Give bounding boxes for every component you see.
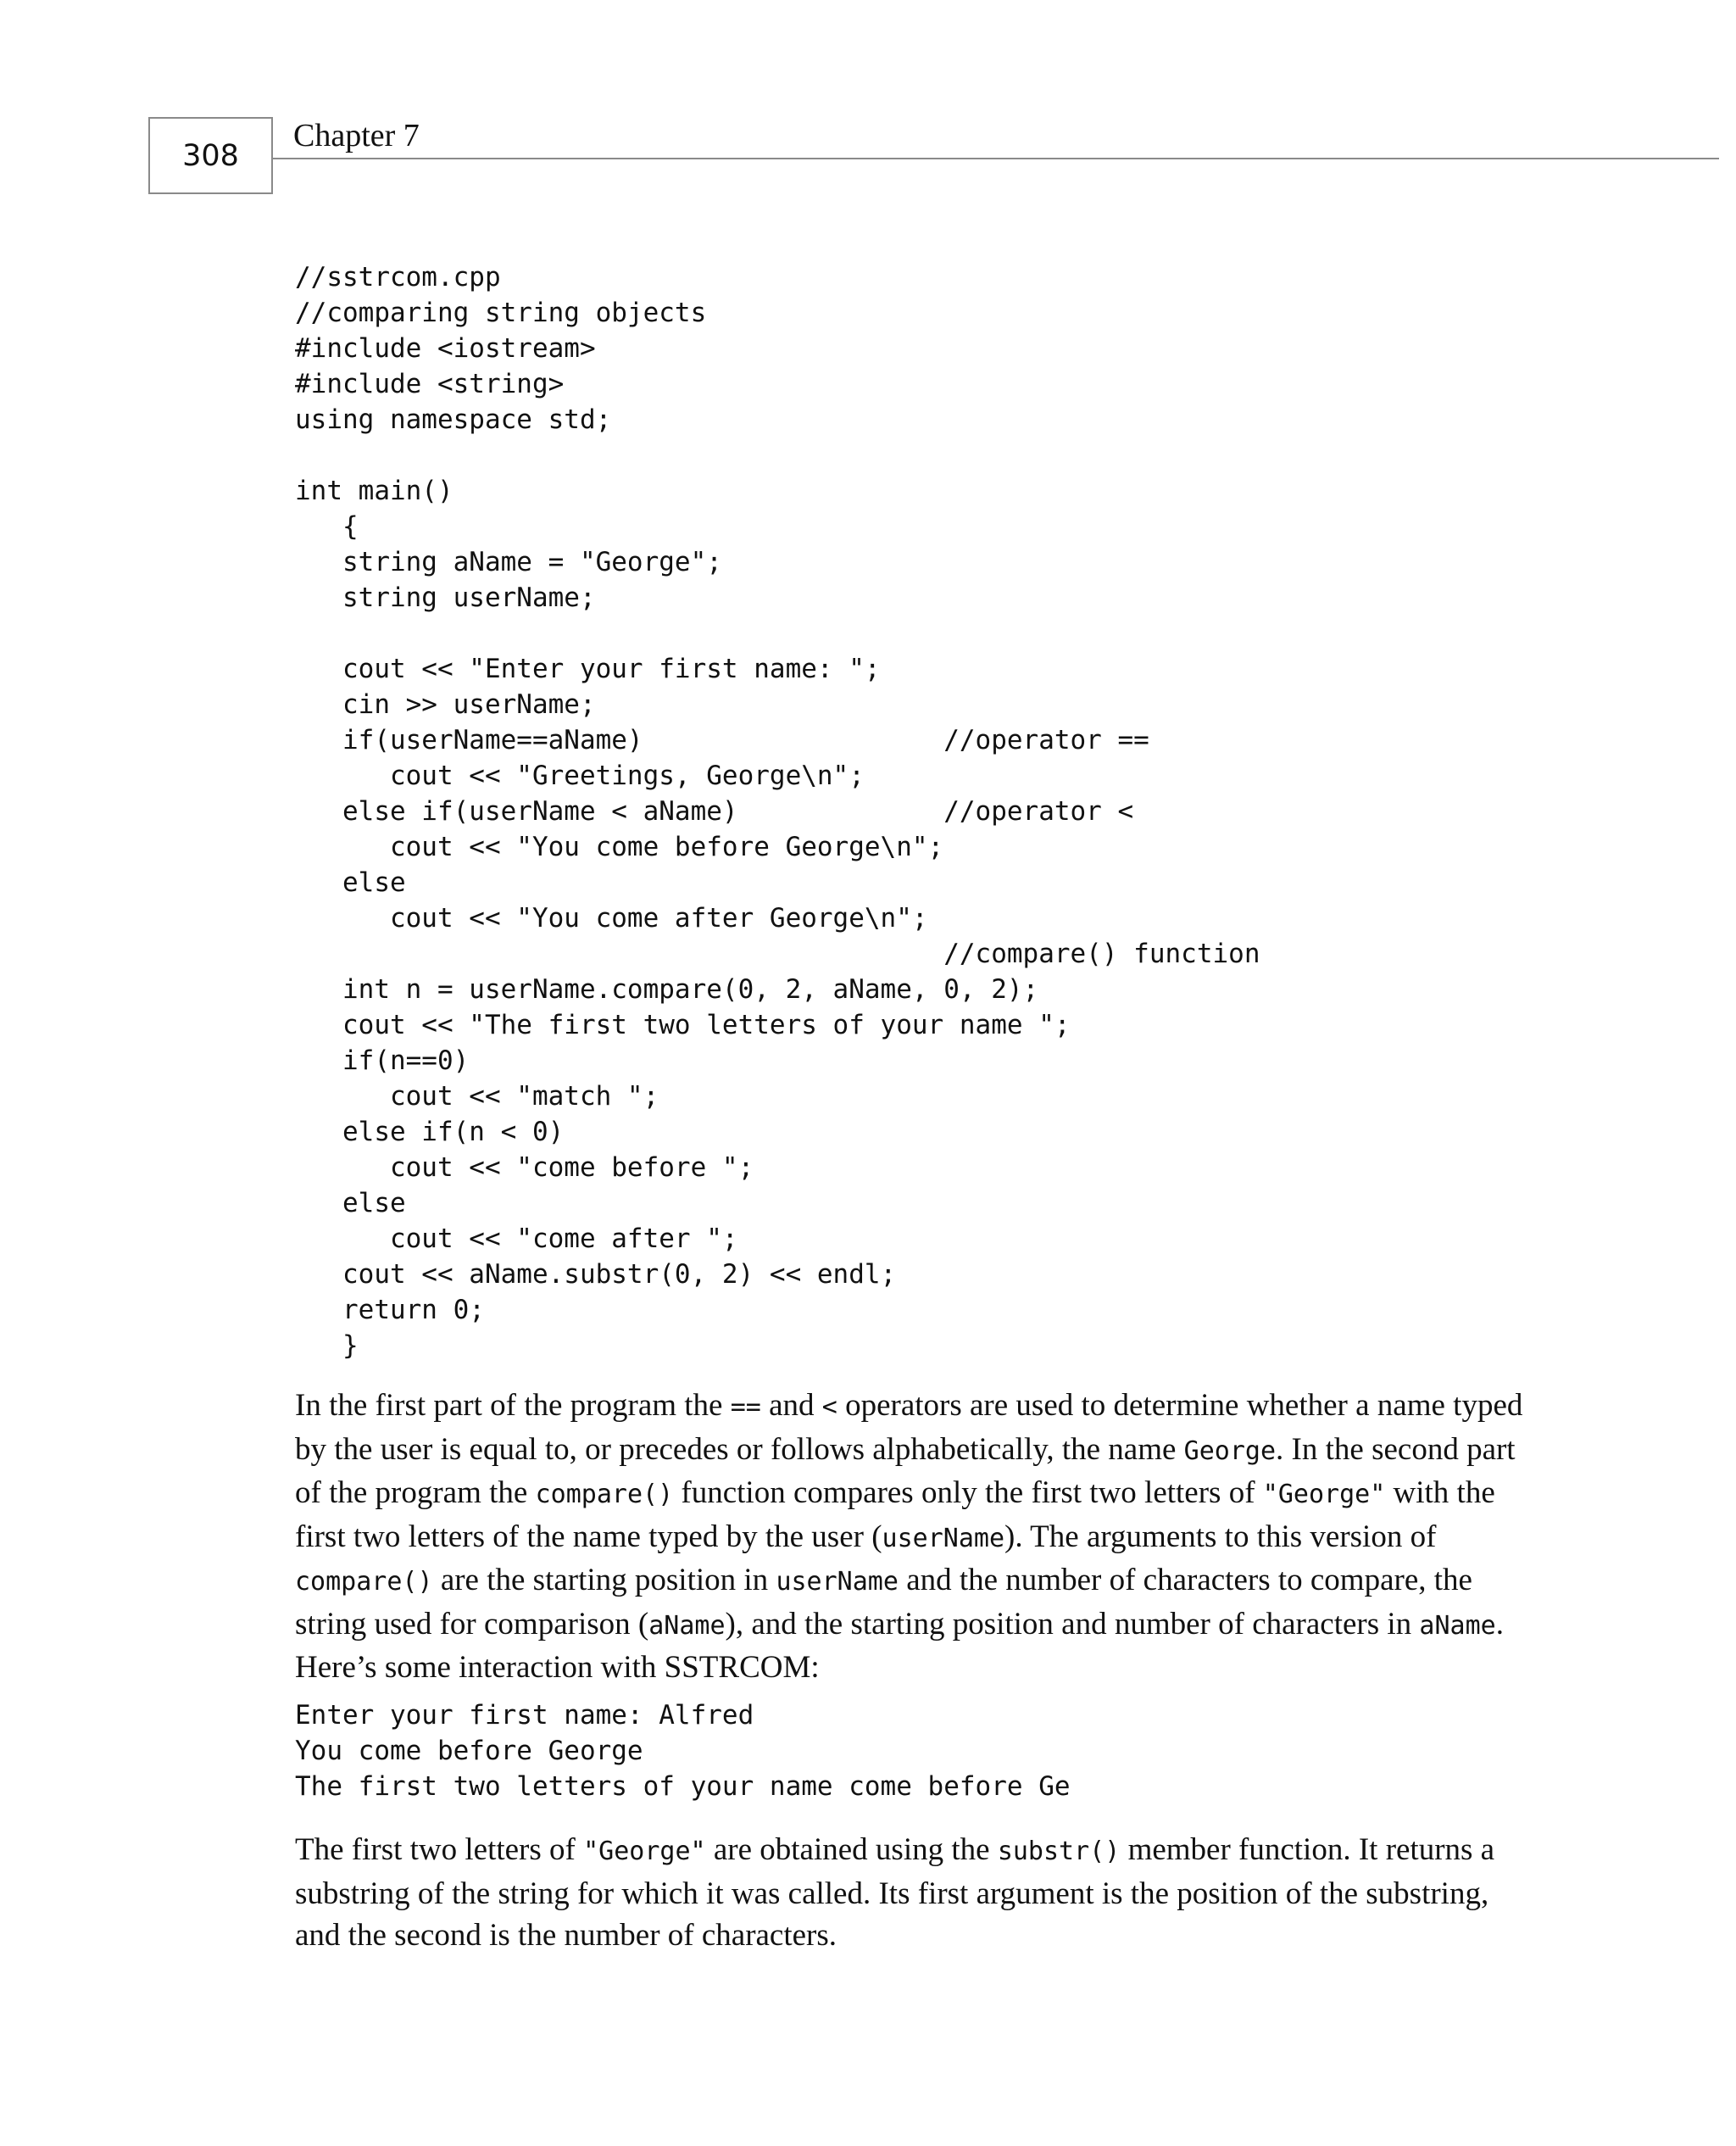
- inline-code: George: [1183, 1435, 1277, 1466]
- code-line: //sstrcom.cpp: [295, 262, 501, 293]
- inline-code: ==: [730, 1392, 761, 1422]
- chapter-title: Chapter 7: [293, 118, 420, 153]
- code-line: int n = userName.compare(0, 2, aName, 0, 2);: [295, 974, 1039, 1005]
- code-line: cout << "Enter your first name: ";: [295, 654, 881, 684]
- code-line: cout << "come after ";: [295, 1223, 738, 1254]
- prose-text: with the first two letters of the name typed by the user (: [295, 1475, 1495, 1554]
- code-line: {: [295, 511, 359, 542]
- code-line: int main(): [295, 476, 453, 506]
- code-line: cout << "come before ";: [295, 1152, 754, 1183]
- body-paragraph-comparison: [295, 1385, 1541, 1689]
- inline-code: compare(): [295, 1567, 433, 1597]
- inline-code: aName: [1419, 1610, 1496, 1641]
- code-line: string userName;: [295, 582, 596, 613]
- code-listing: [295, 259, 1260, 1363]
- code-line: }: [295, 1330, 359, 1361]
- code-line: cout << "The first two letters of your name ";: [295, 1010, 1071, 1040]
- prose-text: are the starting position in: [432, 1563, 776, 1597]
- code-line: using namespace std;: [295, 404, 612, 435]
- inline-code: userName: [776, 1567, 899, 1597]
- prose-text: operators are used to determine whether a name typed by the user is equal to, or precedes or follows alphabetically, the name: [295, 1388, 1523, 1467]
- prose-text: . In the second part of the program the: [295, 1431, 1516, 1510]
- code-line: #include <iostream>: [295, 333, 596, 364]
- inline-code: compare(): [535, 1480, 674, 1509]
- code-line: else if(n < 0): [295, 1117, 565, 1147]
- output-line: You come before George: [295, 1736, 643, 1766]
- code-line: #include <string>: [295, 369, 565, 399]
- inline-code: "George": [1262, 1480, 1386, 1509]
- code-line: else if(userName < aName) //operator <: [295, 796, 1134, 827]
- inline-code: aName: [648, 1610, 726, 1641]
- prose-text: function compares only the first two letters of: [673, 1475, 1263, 1510]
- header-rule: [273, 158, 1719, 159]
- page-number-box: [148, 117, 273, 194]
- code-line: cout << "match ";: [295, 1081, 659, 1112]
- code-line: if(userName==aName) //operator ==: [295, 725, 1149, 755]
- prose-text: :: [810, 1650, 820, 1685]
- prose-text: The first two letters of: [295, 1832, 584, 1867]
- sample-output: [295, 1697, 1071, 1804]
- prose-text: . Here’s some interaction with: [295, 1606, 1504, 1685]
- code-line: else: [295, 1188, 406, 1218]
- prose-text: ), and the starting position and number of characters in: [725, 1606, 1420, 1642]
- prose-text: and the number of characters to compare, the string used for comparison (: [295, 1563, 1472, 1642]
- prose-text: are obtained using the: [705, 1832, 998, 1867]
- output-line: Enter your first name: Alfred: [295, 1700, 754, 1731]
- code-line: else: [295, 867, 406, 898]
- code-line: cin >> userName;: [295, 689, 596, 720]
- code-line: string aName = "George";: [295, 547, 722, 577]
- inline-code: userName: [882, 1523, 1005, 1553]
- output-line: The first two letters of your name come before Ge: [295, 1771, 1071, 1802]
- inline-code: substr(): [997, 1837, 1121, 1866]
- code-line: return 0;: [295, 1295, 485, 1325]
- code-line: cout << "You come after George\n";: [295, 903, 928, 934]
- body-paragraph-substr: [295, 1829, 1541, 1957]
- inline-code: "George": [583, 1837, 706, 1866]
- prose-text: and: [760, 1388, 822, 1423]
- inline-code: <: [821, 1392, 837, 1422]
- code-line: cout << "You come before George\n";: [295, 832, 944, 862]
- prose-text: In the first part of the program the: [295, 1388, 731, 1423]
- code-line: //comparing string objects: [295, 298, 707, 328]
- code-line: if(n==0): [295, 1045, 470, 1076]
- code-line: //compare() function: [295, 939, 1260, 969]
- prose-text: ). The arguments to this version of: [1004, 1519, 1437, 1554]
- code-line: cout << "Greetings, George\n";: [295, 761, 865, 791]
- page-number: 308: [182, 138, 239, 173]
- prose-text: member function. It returns a substring of the string for which it was called. Its first argument is the position of the substring, and the second is the number of characters.: [295, 1832, 1495, 1953]
- program-name: SSTRCOM: [664, 1650, 811, 1685]
- code-line: cout << aName.substr(0, 2) << endl;: [295, 1259, 897, 1290]
